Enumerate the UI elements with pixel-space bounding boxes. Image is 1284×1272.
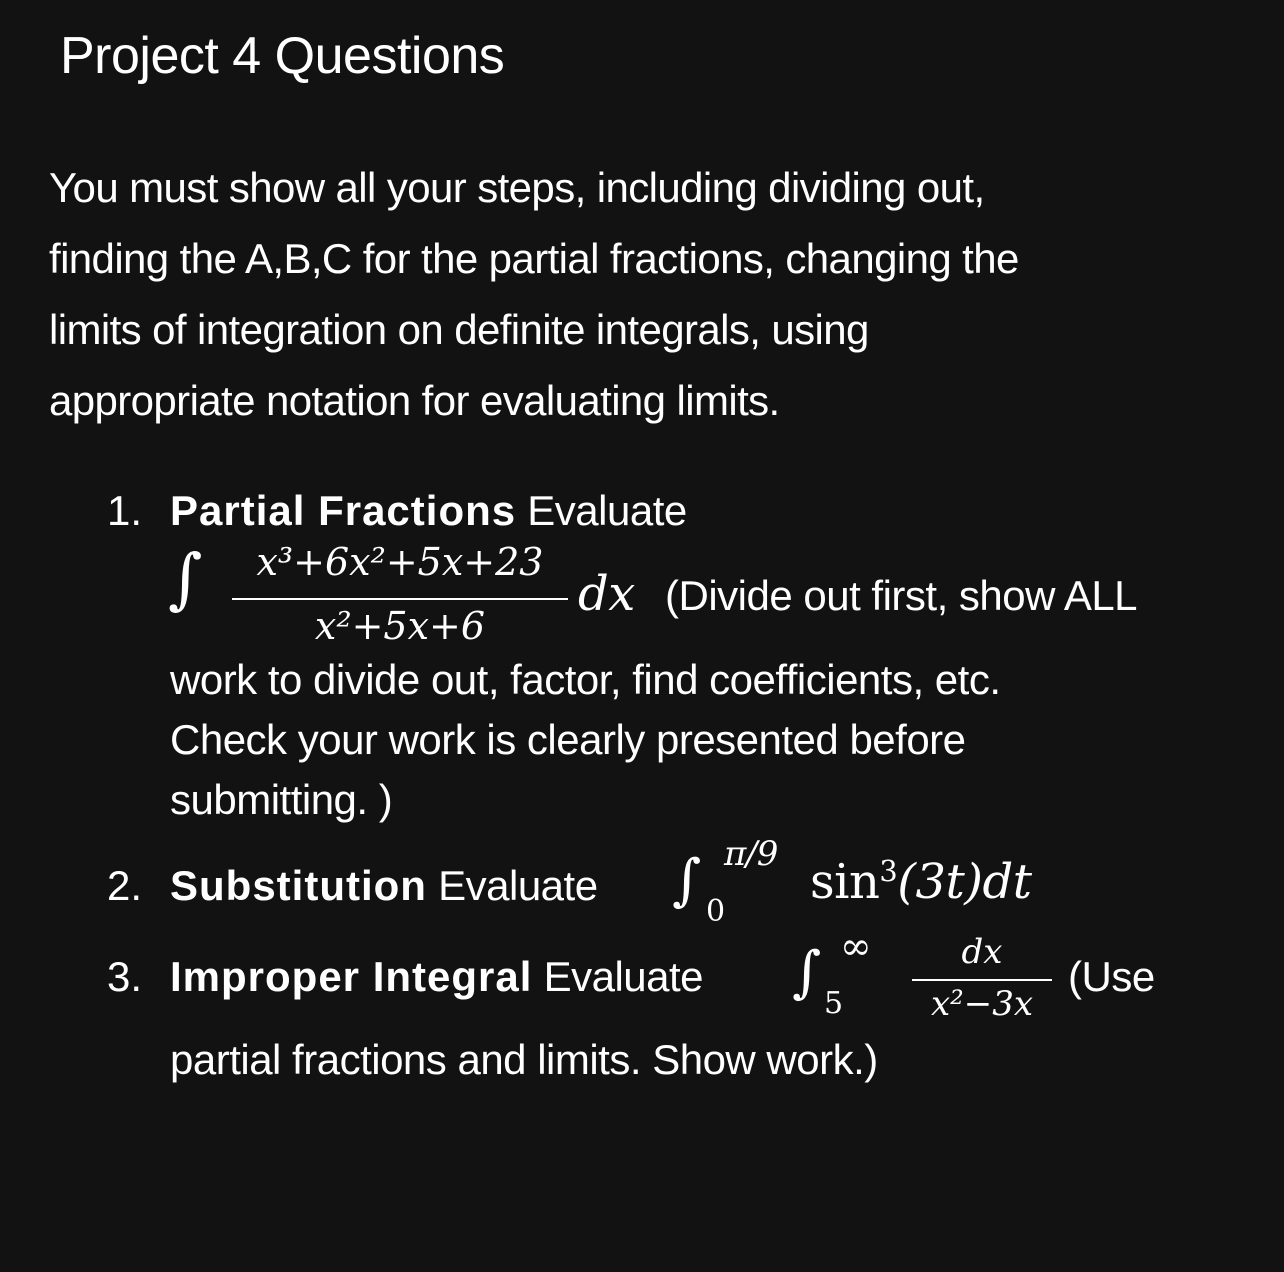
- integral-sign: ∫: [168, 540, 203, 617]
- question-verb: Evaluate: [527, 487, 687, 534]
- question-note: (Divide out first, show ALL: [665, 572, 1138, 619]
- page-title: Project 4 Questions: [60, 27, 505, 85]
- function-name: sin: [810, 854, 880, 910]
- question-3-header: [170, 953, 703, 1001]
- instructions: [49, 152, 1249, 436]
- question-note-line: Check your work is clearly presented before: [170, 716, 966, 763]
- integral-sign: ∫: [792, 940, 822, 1005]
- question-note-line: partial fractions and limits. Show work.): [170, 1036, 878, 1083]
- question-1-header: [170, 487, 687, 535]
- fraction-bar: [912, 979, 1052, 981]
- fraction-denominator: x²+5x+6: [314, 604, 486, 648]
- function-argument: (3t)dt: [897, 854, 1032, 910]
- question-verb: Evaluate: [543, 953, 704, 1000]
- question-number: 1.: [107, 487, 143, 534]
- instructions-line: finding the A,B,C for the partial fractions, changing the: [49, 235, 1019, 282]
- question-number: 3.: [107, 953, 143, 1000]
- question-heading: Partial Fractions: [170, 487, 517, 534]
- integral-sign: ∫: [672, 848, 702, 913]
- lower-limit: 0: [706, 894, 725, 929]
- upper-limit: π/9: [724, 834, 778, 874]
- fraction-numerator: dx: [961, 932, 1003, 972]
- question-number: 2.: [107, 862, 143, 909]
- question-verb: Evaluate: [438, 862, 598, 909]
- question-2-header: [170, 862, 598, 910]
- instructions-line: appropriate notation for evaluating limits.: [49, 377, 780, 424]
- fraction-numerator: x³+6x²+5x+23: [256, 540, 544, 584]
- instructions-line: limits of integration on definite integrals, using: [49, 306, 869, 353]
- question-heading: Substitution: [170, 862, 427, 909]
- differential: dx: [578, 566, 635, 622]
- question-note-line: work to divide out, factor, find coefficients, etc.: [170, 656, 1001, 703]
- fraction-bar: [232, 598, 568, 600]
- exponent: 3: [879, 854, 898, 888]
- instructions-line: You must show all your steps, including dividing out,: [49, 164, 985, 211]
- integrand: [810, 854, 1032, 910]
- lower-limit: 5: [824, 986, 843, 1021]
- question-note-line: submitting. ): [170, 776, 393, 823]
- question-heading: Improper Integral: [170, 953, 533, 1000]
- upper-limit: ∞: [840, 924, 872, 968]
- fraction-denominator: x²−3x: [930, 984, 1034, 1024]
- question-note: (Use: [1068, 953, 1155, 1000]
